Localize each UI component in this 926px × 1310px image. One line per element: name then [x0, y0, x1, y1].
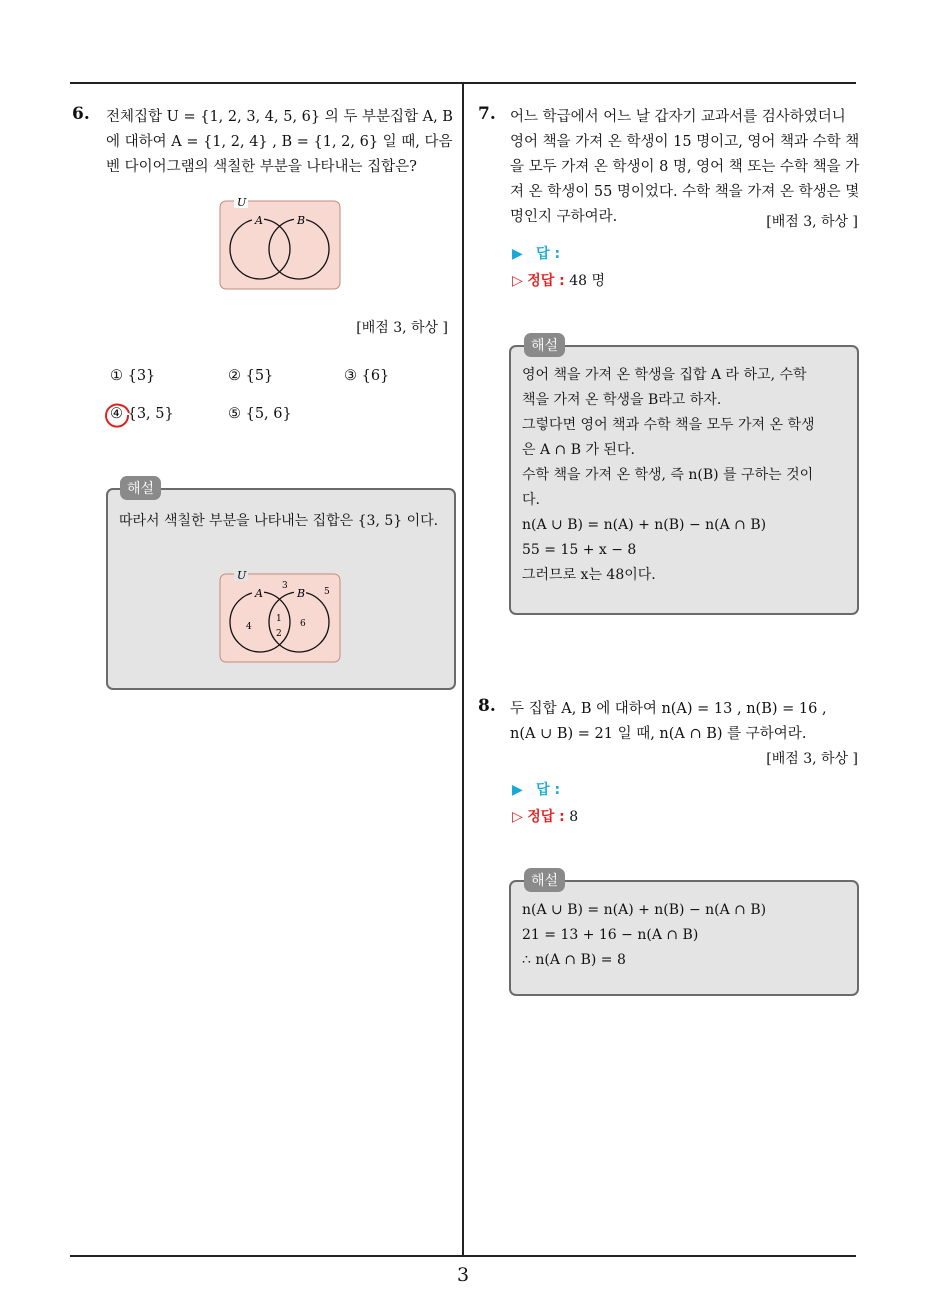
- q7-correct-row: [512, 270, 605, 290]
- q7-score: [배점 3, 하상 ]: [766, 214, 858, 230]
- choice-2[interactable]: ② {5}: [228, 368, 274, 384]
- choice-3[interactable]: ③ {6}: [344, 368, 390, 384]
- explain-line: 그러므로 x는 48이다.: [522, 567, 656, 583]
- q6-explanation-tag: 해설: [120, 476, 161, 500]
- question-number: 6.: [72, 104, 90, 124]
- q7-explanation-lines: [522, 363, 850, 588]
- q7-text: 어느 학급에서 어느 날 갑자기 교과서를 검사하였더니 영어 책을 가져 온 학생이 15 명이고, 영어 책과 수학 책을 모두 가져 온 학생이 8 명, 영어 책 또는 수학 책을 가져 온 학생이 55 명이었다. 수학 책을 가져 온 학생은 몇 명인지 구하여라.: [510, 109, 860, 225]
- explain-line: n(A ∪ B) = n(A) + n(B) − n(A ∩ B): [522, 902, 767, 918]
- sol-label-b: B: [297, 587, 306, 600]
- explain-line: 수학 책을 가져 온 학생, 즉 n(B) 를 구하는 것이: [522, 467, 814, 483]
- correct-label: 정답 :: [527, 809, 565, 825]
- outline-triangle-icon: ▷: [512, 273, 523, 289]
- explain-line: 55 = 15 + x − 8: [522, 542, 637, 558]
- choice-5[interactable]: ⑤ {5, 6}: [228, 406, 292, 422]
- answer-circle-mark: [102, 401, 132, 431]
- q7-number: 7.: [478, 104, 496, 124]
- q8-explanation-lines: [522, 898, 850, 973]
- column-divider: [462, 82, 464, 1256]
- q8-explanation-tag: 해설: [524, 868, 565, 892]
- play-icon: ▶: [512, 782, 523, 798]
- sol-label-u: U: [237, 569, 247, 582]
- q7-explanation-tag: 해설: [524, 333, 565, 357]
- question-text: 전체집합 U = {1, 2, 3, 4, 5, 6} 의 두 부분집합 A, B 에 대하여 A = {1, 2, 4} , B = {1, 2, 6} 일 때, 다음 벤 다이어그램의 색칠한 부분을 나타내는 집합은?: [106, 109, 453, 175]
- venn-diagram: [218, 193, 342, 291]
- correct-value: 48 명: [569, 273, 606, 289]
- answer-label: 답 :: [536, 782, 561, 798]
- outline-triangle-icon: ▷: [512, 809, 523, 825]
- explain-line: 21 = 13 + 16 − n(A ∩ B): [522, 927, 699, 943]
- q8-text-line: n(A ∪ B) = 21 일 때, n(A ∩ B) 를 구하여라.: [510, 726, 807, 742]
- page-number: 3: [456, 1264, 470, 1286]
- explain-line: 영어 책을 가져 온 학생을 집합 A 라 하고, 수학: [522, 367, 807, 383]
- choice-4[interactable]: ④ {3, 5}: [110, 406, 174, 422]
- q8-answer-row[interactable]: [512, 779, 560, 799]
- q8-text-line: 두 집합 A, B 에 대하여 n(A) = 13 , n(B) = 16 ,: [510, 701, 827, 717]
- explain-line: 그렇다면 영어 책과 수학 책을 모두 가져 온 학생: [522, 417, 815, 433]
- bottom-rule: [70, 1255, 856, 1257]
- correct-label: 정답 :: [527, 273, 565, 289]
- venn-label-u: U: [237, 196, 247, 209]
- answer-label: 답 :: [536, 246, 561, 262]
- correct-value: 8: [569, 809, 579, 825]
- q8-text: [510, 697, 860, 747]
- sol-num-5: 5: [324, 587, 330, 597]
- sol-num-2: 2: [276, 629, 282, 639]
- sol-num-4: 4: [246, 622, 252, 632]
- sol-label-a: A: [255, 587, 263, 600]
- venn-label-b: B: [297, 214, 306, 227]
- q8-correct-row: [512, 806, 578, 826]
- play-icon: ▶: [512, 246, 523, 262]
- q8-number: 8.: [478, 696, 496, 716]
- sol-num-6: 6: [300, 619, 306, 629]
- venn-label-a: A: [255, 214, 263, 227]
- q6-explanation-text: 따라서 색칠한 부분을 나타내는 집합은 {3, 5} 이다.: [119, 513, 439, 529]
- venn-diagram-solution: [218, 566, 342, 664]
- q7-answer-row[interactable]: [512, 243, 560, 263]
- explain-line: n(A ∪ B) = n(A) + n(B) − n(A ∩ B): [522, 517, 767, 533]
- explain-line: 책을 가져 온 학생을 B라고 하자.: [522, 392, 722, 408]
- explain-line: ∴ n(A ∩ B) = 8: [522, 952, 626, 968]
- q8-score: [배점 3, 하상 ]: [766, 751, 858, 767]
- explain-line: 은 A ∩ B 가 된다.: [522, 442, 635, 458]
- q6-score: [배점 3, 하상 ]: [356, 320, 448, 336]
- sol-num-3: 3: [282, 581, 288, 591]
- sol-num-1: 1: [276, 614, 282, 624]
- explain-line: 다.: [522, 492, 540, 508]
- choice-1[interactable]: ① {3}: [110, 368, 156, 384]
